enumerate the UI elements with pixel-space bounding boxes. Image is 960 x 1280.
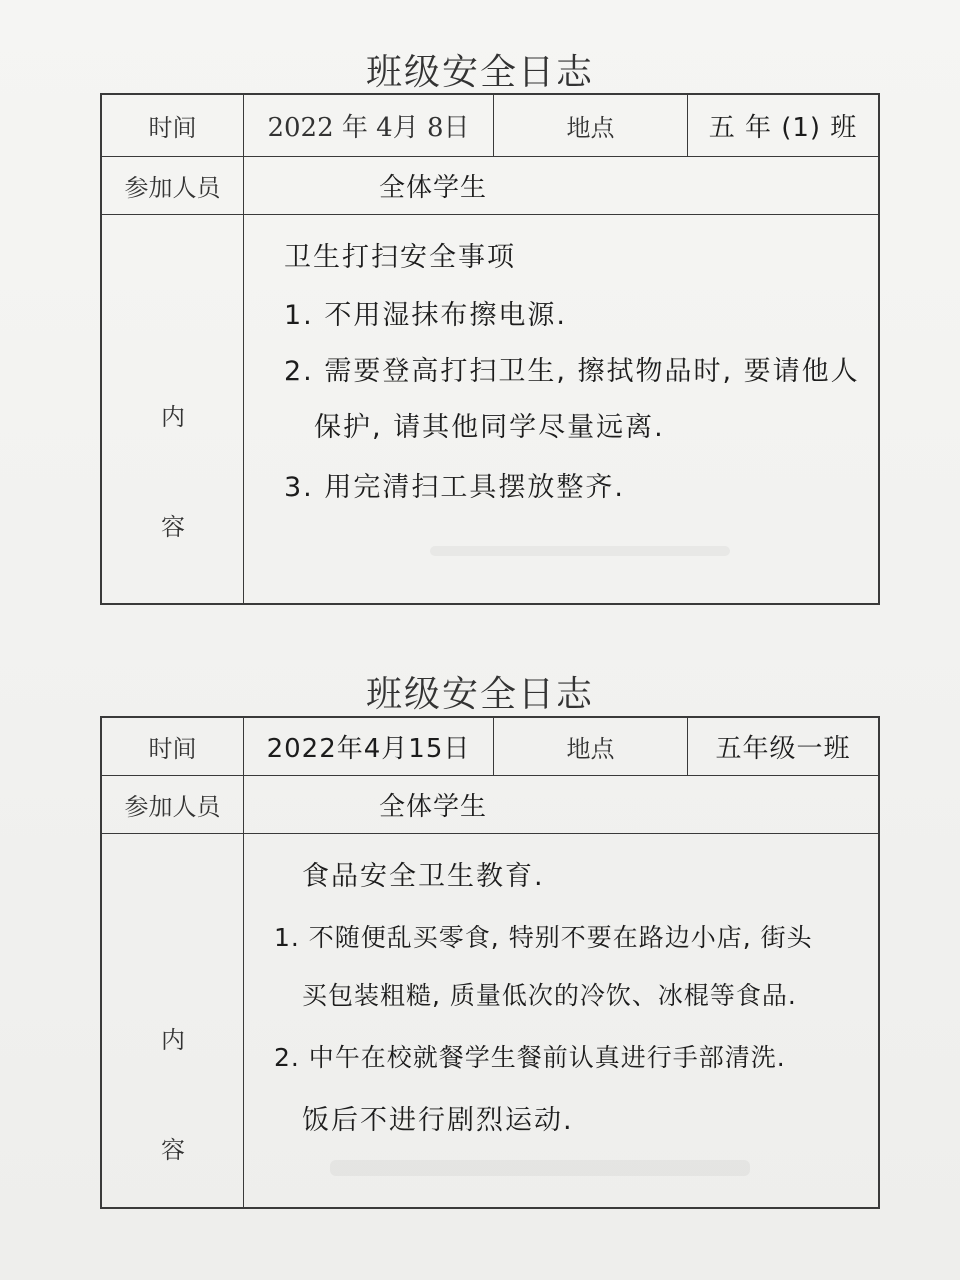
time-label: 时间 [102, 718, 244, 775]
content-row [102, 834, 878, 1207]
safety-log-table [100, 93, 880, 605]
participants-label: 参加人员 [102, 157, 244, 214]
content-line: 1. 不用湿抹布擦电源. [284, 300, 567, 331]
time-value: 2022 年 4月 8日 [244, 95, 494, 156]
time-label: 时间 [102, 95, 244, 156]
content-label-char-1: 内 [161, 403, 185, 431]
content-line: 1. 不随便乱买零食, 特别不要在路边小店, 街头 [274, 923, 813, 952]
content-line: 2. 需要登高打扫卫生, 擦拭物品时, 要请他人 [284, 356, 860, 387]
log-title: 班级安全日志 [365, 52, 594, 93]
participants-row [102, 157, 878, 215]
participants-value: 全体学生 [379, 792, 488, 822]
content-label-char-2: 容 [161, 513, 185, 541]
time-place-row [102, 718, 878, 776]
log-title: 班级安全日志 [365, 674, 594, 715]
content-line: 2. 中午在校就餐学生餐前认真进行手部清洗. [274, 1043, 786, 1072]
content-label-char-1: 内 [161, 1026, 185, 1054]
participants-row [102, 776, 878, 834]
content-line: 保护, 请其他同学尽量远离. [314, 412, 665, 443]
content-line: 卫生打扫安全事项 [284, 242, 516, 273]
place-value: 五 年 (1) 班 [708, 113, 858, 143]
content-line: 食品安全卫生教育. [302, 861, 545, 892]
safety-log-table [100, 716, 880, 1209]
paper-smudge [430, 546, 730, 556]
participants-label: 参加人员 [102, 776, 244, 833]
content-line: 饭后不进行剧烈运动. [302, 1105, 574, 1136]
content-text-area [244, 215, 878, 603]
content-label-char-2: 容 [161, 1136, 185, 1164]
place-value: 五年级一班 [715, 734, 851, 764]
participants-value: 全体学生 [379, 173, 488, 203]
content-line: 买包装粗糙, 质量低次的冷饮、冰棍等食品. [302, 981, 797, 1010]
place-label: 地点 [494, 718, 688, 775]
content-line: 3. 用完清扫工具摆放整齐. [284, 472, 625, 503]
paper-smudge [330, 1160, 750, 1176]
content-row [102, 215, 878, 603]
time-value: 2022年4月15日 [244, 718, 494, 775]
place-label: 地点 [494, 95, 688, 156]
time-place-row [102, 95, 878, 157]
content-text-area [244, 834, 878, 1207]
